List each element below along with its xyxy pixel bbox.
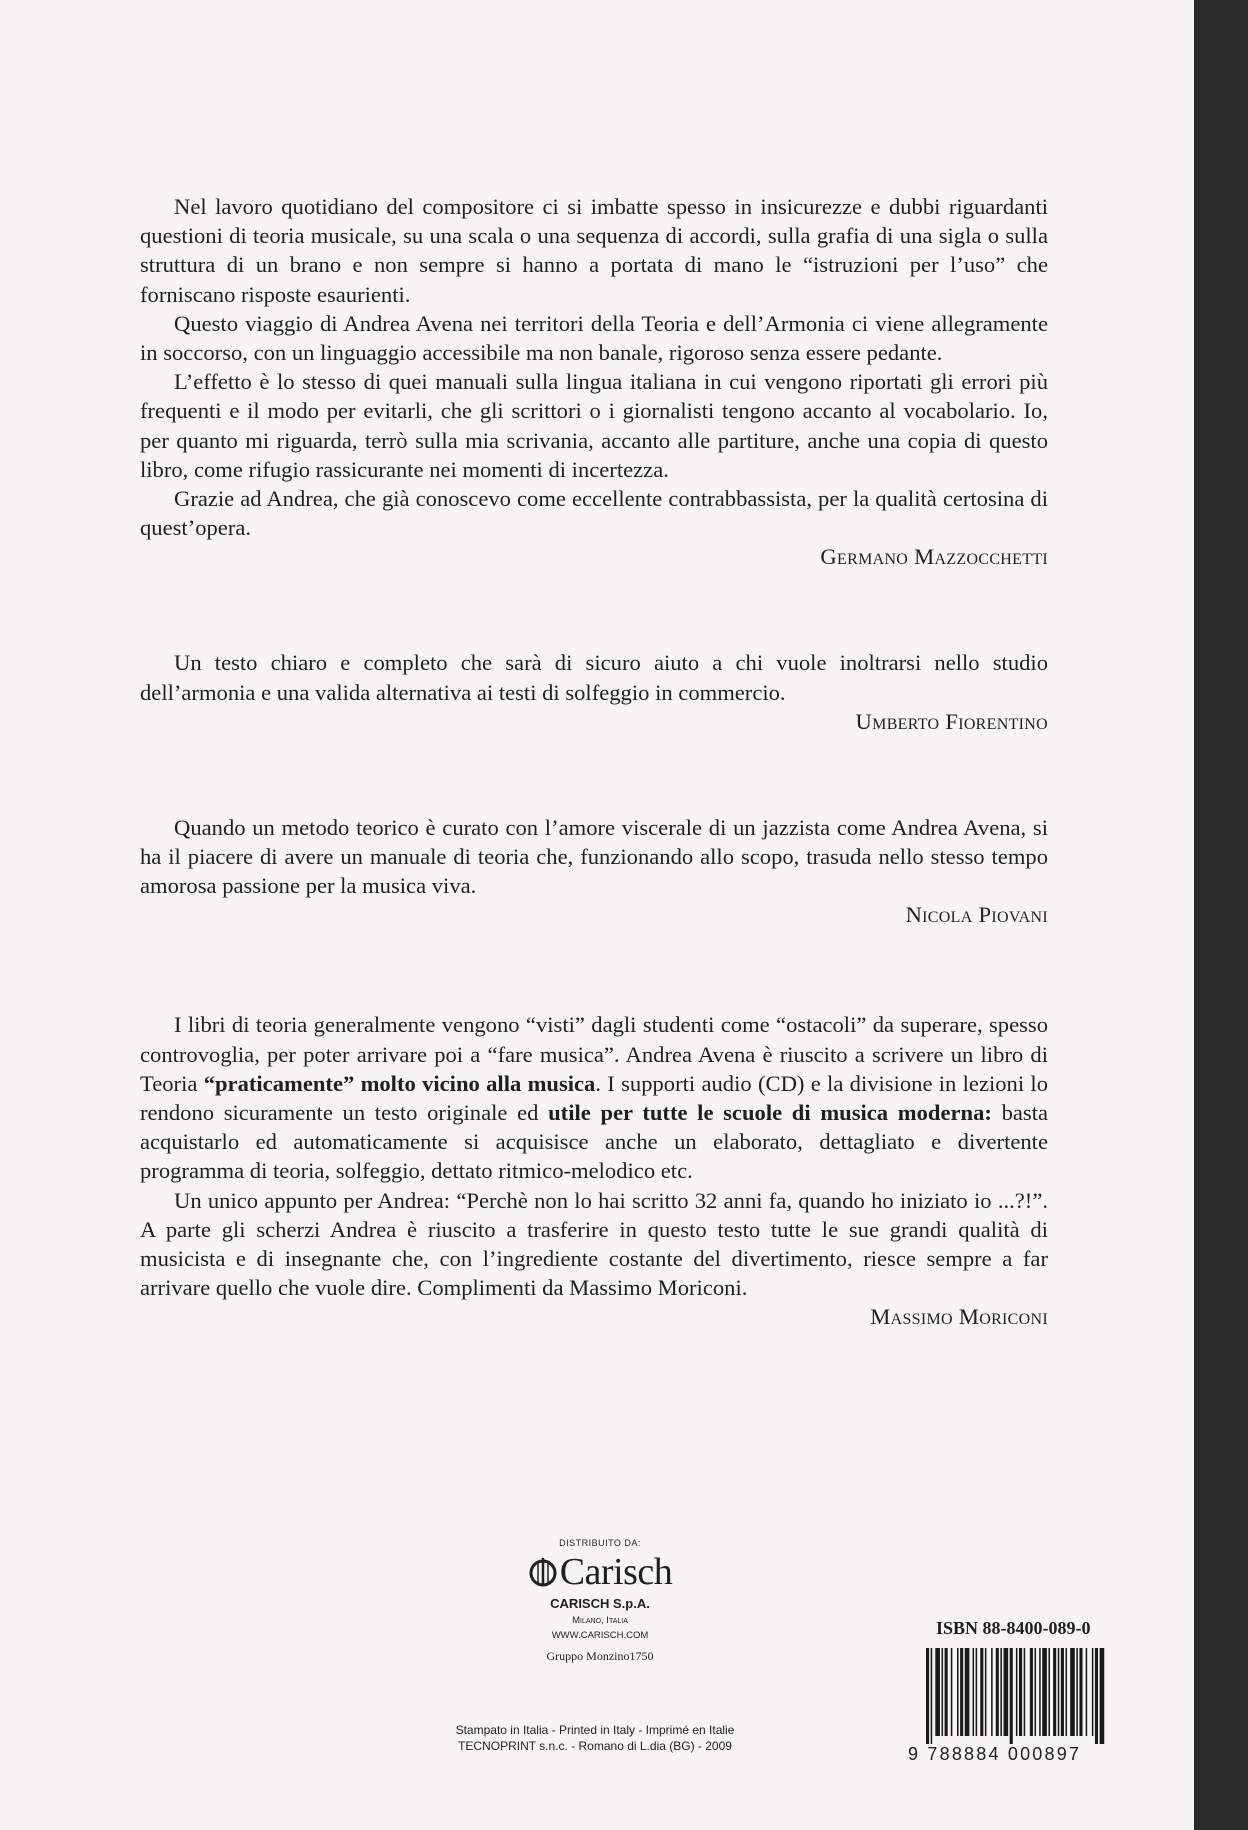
barcode	[908, 1648, 1108, 1768]
barcode-bar	[957, 1648, 959, 1736]
review-signature: Germano Mazzocchetti	[820, 544, 1048, 570]
distributor-label: DISTRIBUITO DA:	[559, 1538, 641, 1548]
bold-text: utile per tutte le scuole di musica moderna:	[548, 1100, 992, 1126]
review-paragraph: Un testo chiaro e completo che sarà di sicuro aiuto a chi vuole inoltrarsi nello studio dell’armonia e una valida alternativa ai testi di solfeggio in commercio.	[140, 650, 1048, 705]
barcode-bar	[980, 1648, 983, 1736]
text-run: basta acquistarlo ed automaticamente si acquisisce anche un elaborato, dettagliato e divertente programma di teoria, solfeggio, dettato ritmico-melodico etc.	[140, 1100, 1048, 1184]
review-paragraph: Quando un metodo teorico è curato con l’amore viscerale di un jazzista come Andrea Avena, si ha il piacere di avere un manuale di teoria che, funzionando allo scopo, trasuda nello stesso tempo amorosa passione per la musica viva.	[140, 814, 1048, 899]
company-name: CARISCH S.p.A.	[550, 1596, 650, 1611]
barcode-bar	[1058, 1648, 1060, 1736]
distributor-block	[500, 1538, 700, 1664]
review-fiorentino	[140, 648, 1048, 734]
carisch-logo-icon	[528, 1557, 558, 1587]
barcode-bar	[1039, 1648, 1041, 1736]
reviews	[140, 192, 1048, 1330]
review-paragraph: Questo viaggio di Andrea Avena nei territori della Teoria e dell’Armonia ci viene allegramente in soccorso, con un linguaggio accessibile ma non banale, rigoroso senza essere pedante.	[140, 310, 1048, 366]
barcode-bar	[1095, 1648, 1098, 1744]
barcode-bar	[931, 1648, 933, 1744]
barcode-bar	[1070, 1648, 1075, 1736]
barcode-bar	[1019, 1648, 1022, 1736]
review-signature: Umberto Fiorentino	[855, 708, 1048, 734]
barcode-digits: 9 788884 000897	[908, 1744, 1082, 1764]
barcode-bar	[985, 1648, 987, 1736]
barcode-bar	[1035, 1648, 1037, 1736]
review-signature: Nicola Piovani	[905, 902, 1048, 928]
barcode-bar	[991, 1648, 993, 1736]
company-city: Milano, Italia	[572, 1615, 628, 1626]
barcode-bar	[1066, 1648, 1068, 1736]
barcode-bar	[976, 1648, 978, 1736]
distributor-logo	[500, 1550, 700, 1594]
bold-text: “praticamente” molto vicino alla musica	[203, 1070, 596, 1096]
imprint-line: TECNOPRINT s.n.c. - Romano di L.dia (BG) - 2009	[458, 1739, 732, 1753]
barcode-bar	[960, 1648, 963, 1736]
barcode-bar	[926, 1648, 929, 1744]
review-paragraph: L’effetto è lo stesso di quei manuali sulla lingua italiana in cui vengono riportati gli errori più frequenti e il modo per evitarli, che gli scrittori o i giornalisti tengono accanto al vocabolario. Io, per quanto mi riguarda, terrò sulla mia scrivania, accanto alle partiture, anche una copia di questo libro, come rifugio rassicurante nei momenti di incertezza.	[140, 369, 1048, 482]
review-moriconi	[140, 1010, 1048, 1330]
imprint-line: Stampato in Italia - Printed in Italy - Imprimé en Italie	[455, 1723, 735, 1737]
isbn-label: ISBN 88-8400-089-0	[936, 1618, 1091, 1638]
barcode-bar	[965, 1648, 970, 1736]
barcode-bar	[945, 1648, 948, 1736]
spine-edge	[1194, 0, 1248, 1830]
review-mazzocchetti	[140, 192, 1048, 570]
review-paragraph	[140, 1010, 1048, 1185]
company-website: WWW.CARISCH.COM	[551, 1630, 649, 1641]
barcode-bar	[951, 1648, 953, 1736]
barcode-bar	[1004, 1648, 1009, 1736]
barcode-bar	[1010, 1648, 1013, 1744]
barcode-bar	[1030, 1648, 1033, 1736]
barcode-bar	[1076, 1648, 1078, 1736]
imprint	[430, 1722, 760, 1754]
barcode-bars	[908, 1648, 1108, 1744]
barcode-bar	[996, 1648, 999, 1736]
barcode-bar	[1024, 1648, 1026, 1736]
barcode-bar	[1042, 1648, 1047, 1736]
logo-wordmark: Carisch	[559, 1551, 673, 1593]
review-paragraph: Un unico appunto per Andrea: “Perchè non lo hai scritto 32 anni fa, quando ho iniziato io ...?!”. A parte gli scherzi Andrea è riuscito a trasferire in questo testo tutte le sue grandi qualità di musicista e di insegnante che, con l’ingrediente costante del divertimento, riesce sempre a far arrivare quello che vuole dire. Complimenti da Massimo Moriconi.	[140, 1187, 1048, 1301]
barcode-bar	[973, 1648, 975, 1736]
barcode-bar	[1079, 1648, 1082, 1736]
barcode-bar	[1092, 1648, 1094, 1736]
barcode-bar	[1100, 1648, 1105, 1744]
review-paragraph: Nel lavoro quotidiano del compositore ci si imbatte spesso in insicurezze e dubbi riguardanti questioni di teoria musicale, su una scala o una sequenza di accordi, sulla grafia di una sigla o sulla struttura di un brano e non sempre si hanno a portata di mano le “istruzioni per l’uso” che forniscano risposte esaurienti.	[140, 194, 1048, 307]
barcode-bar	[1016, 1648, 1018, 1736]
text-run: . I supporti audio (CD) e la divisione in lezioni lo rendono sicuramente un testo originale ed	[140, 1070, 1049, 1126]
barcode-bar	[1048, 1648, 1050, 1736]
barcode-bar	[1000, 1648, 1002, 1736]
barcode-bar	[1061, 1648, 1064, 1736]
company-group: Gruppo Monzino1750	[546, 1649, 654, 1663]
barcode-bar	[1053, 1648, 1056, 1736]
barcode-bar	[1086, 1648, 1088, 1736]
review-signature: Massimo Moriconi	[870, 1304, 1048, 1330]
text-run: I libri di teoria generalmente vengono “visti” dagli studenti come “ostacoli” da superare, spesso controvoglia, per poter arrivare poi a “fare musica”. Andrea Avena è riuscito a scrivere un libro di Teoria	[140, 1012, 1048, 1096]
barcode-bar	[942, 1648, 944, 1736]
review-paragraph: Grazie ad Andrea, che già conoscevo come eccellente contrabbassista, per la qualità certosina di quest’opera.	[140, 486, 1048, 541]
barcode-bar	[935, 1648, 940, 1736]
review-piovani	[140, 813, 1048, 929]
